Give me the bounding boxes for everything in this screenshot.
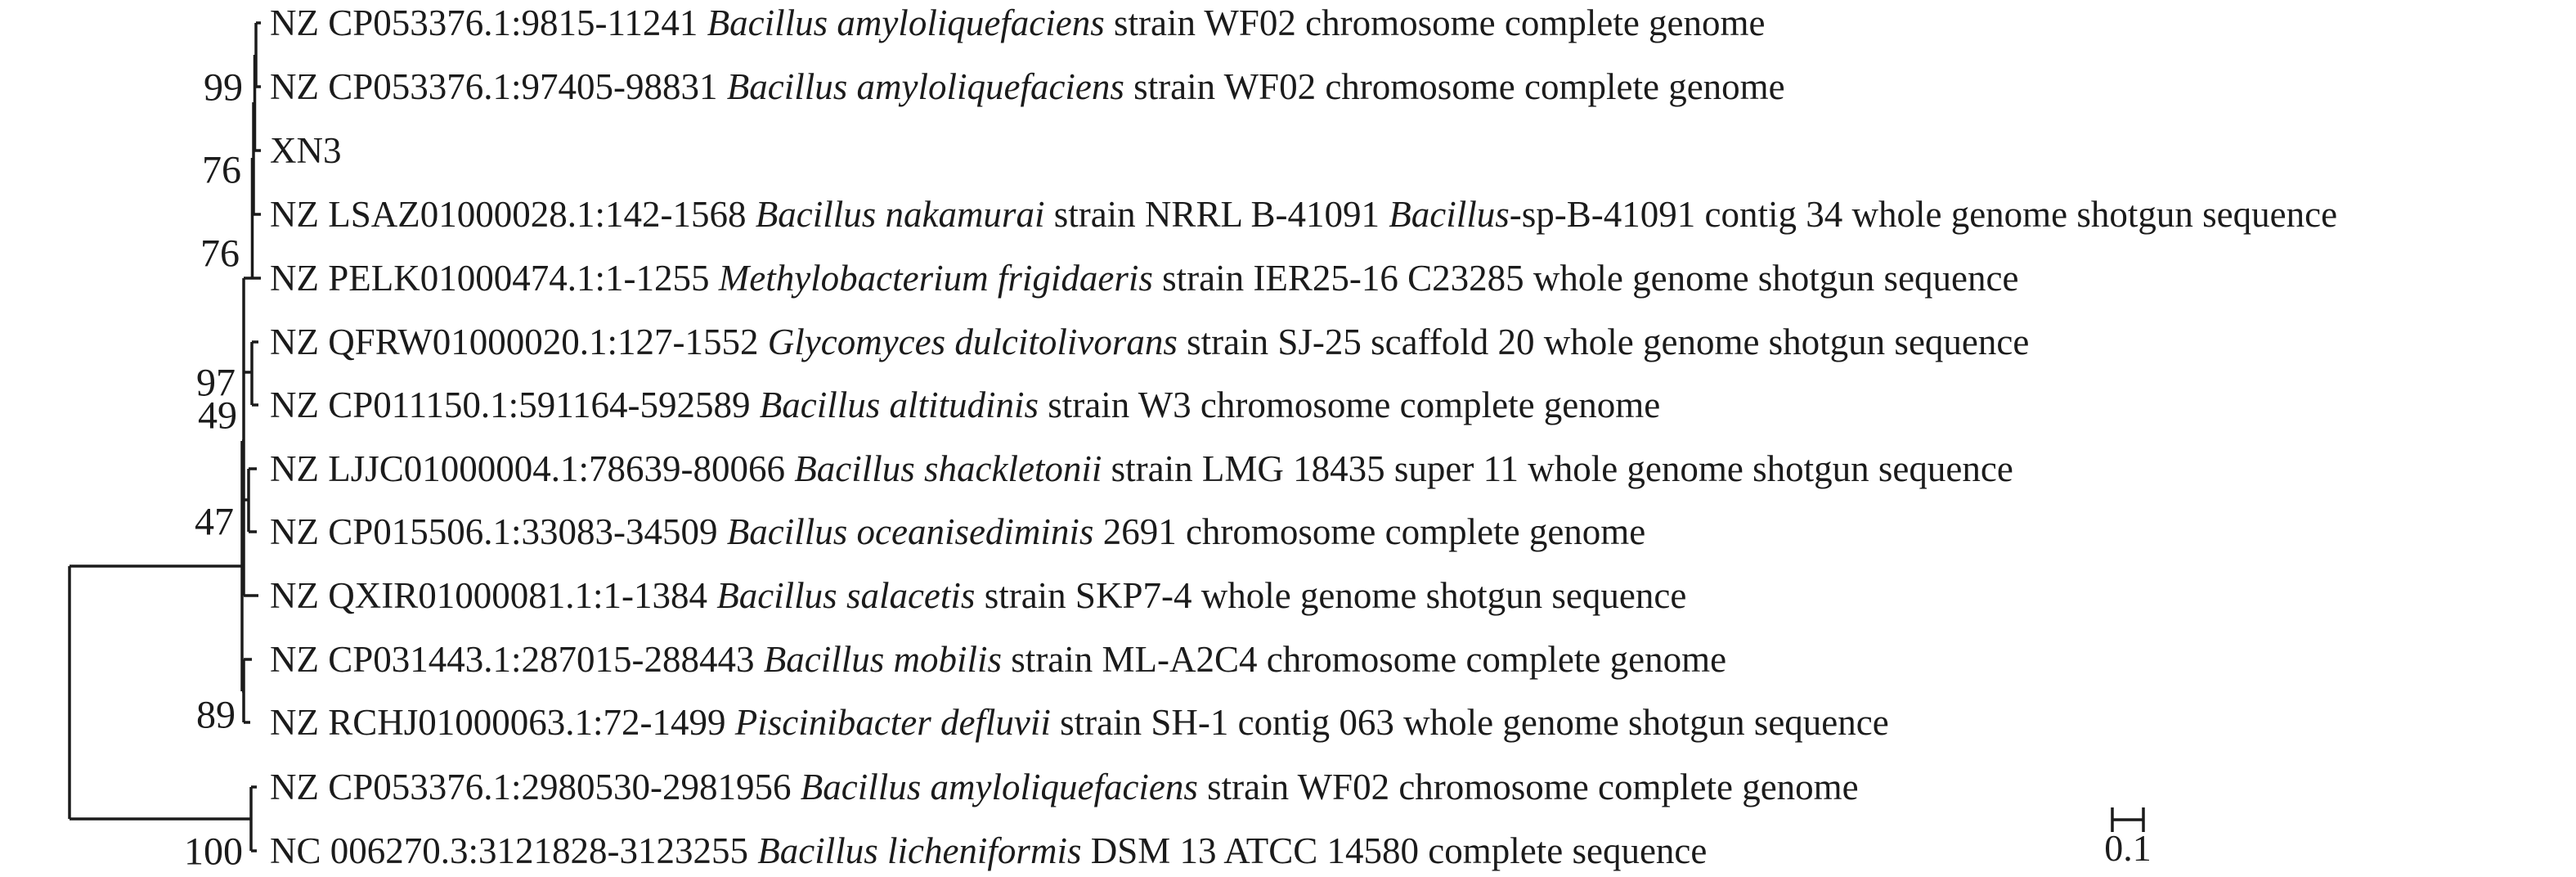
taxon-accession-text: NZ CP031443.1:287015-288443 bbox=[270, 639, 764, 680]
taxon-scientific-name: Bacillus licheniformis bbox=[757, 830, 1082, 871]
taxon-accession-text: NZ LSAZ01000028.1:142-1568 bbox=[270, 194, 756, 235]
bootstrap-value: 76 bbox=[202, 148, 241, 192]
taxon-label bbox=[270, 385, 1660, 425]
taxon-label bbox=[270, 130, 342, 171]
taxon-scientific-name: Bacillus oceanisediminis bbox=[726, 511, 1094, 552]
taxon-label bbox=[270, 767, 1859, 807]
taxon-accession-text: strain IER25-16 C23285 whole genome shotgun sequence bbox=[1152, 258, 2019, 299]
taxon-accession-text: strain SH-1 contig 063 whole genome shotgun sequence bbox=[1050, 702, 1889, 743]
taxon-scientific-name: Bacillus mobilis bbox=[763, 639, 1003, 680]
taxon-accession-text: XN3 bbox=[270, 130, 342, 171]
taxon-scientific-name: Bacillus nakamurai bbox=[755, 194, 1045, 235]
taxon-accession-text: NZ PELK01000474.1:1-1255 bbox=[270, 258, 719, 299]
taxon-accession-text: NZ CP053376.1:97405-98831 bbox=[270, 66, 727, 107]
taxon-label bbox=[270, 448, 2013, 489]
taxon-accession-text: strain NRRL B-41091 bbox=[1044, 194, 1389, 235]
taxon-accession-text: NZ QXIR01000081.1:1-1384 bbox=[270, 575, 717, 616]
bootstrap-value: 49 bbox=[198, 394, 237, 438]
taxon-scientific-name: Bacillus amyloliquefaciens bbox=[707, 2, 1105, 43]
bootstrap-value: 100 bbox=[184, 830, 243, 874]
taxon-label bbox=[270, 830, 1707, 871]
taxon-scientific-name: Bacillus amyloliquefaciens bbox=[800, 767, 1198, 807]
taxon-accession-text: NZ QFRW01000020.1:127-1552 bbox=[270, 322, 768, 362]
taxon-label bbox=[270, 66, 1785, 107]
taxon-label bbox=[270, 639, 1726, 680]
bootstrap-value: 47 bbox=[195, 500, 234, 544]
taxon-accession-text: -sp-B-41091 contig 34 whole genome shotgun sequence bbox=[1509, 194, 2338, 235]
taxon-scientific-name: Bacillus bbox=[1389, 194, 1510, 235]
taxon-accession-text: strain SKP7-4 whole genome shotgun sequence bbox=[975, 575, 1687, 616]
taxon-label bbox=[270, 194, 2337, 235]
taxon-scientific-name: Methylobacterium frigidaeris bbox=[718, 258, 1153, 299]
taxon-label bbox=[270, 511, 1645, 552]
bootstrap-value: 89 bbox=[196, 693, 236, 737]
bootstrap-value: 76 bbox=[200, 232, 240, 276]
taxon-accession-text: NZ CP015506.1:33083-34509 bbox=[270, 511, 727, 552]
taxon-accession-text: NZ LJJC01000004.1:78639-80066 bbox=[270, 448, 795, 489]
scale-bar-label: 0.1 bbox=[2104, 827, 2152, 869]
taxon-accession-text: strain WF02 chromosome complete genome bbox=[1197, 767, 1859, 807]
taxon-scientific-name: Bacillus shackletonii bbox=[794, 448, 1102, 489]
taxon-accession-text: 2691 chromosome complete genome bbox=[1093, 511, 1646, 552]
taxon-scientific-name: Bacillus altitudinis bbox=[759, 385, 1039, 425]
taxon-accession-text: strain ML-A2C4 chromosome complete genome bbox=[1002, 639, 1727, 680]
taxon-accession-text: strain WF02 chromosome complete genome bbox=[1124, 66, 1785, 107]
taxon-accession-text: strain LMG 18435 super 11 whole genome shotgun sequence bbox=[1102, 448, 2013, 489]
taxon-accession-text: NZ CP011150.1:591164-592589 bbox=[270, 385, 760, 425]
taxon-accession-text: NC 006270.3:3121828-3123255 bbox=[270, 830, 758, 871]
bootstrap-value: 99 bbox=[204, 65, 243, 110]
taxon-label bbox=[270, 322, 2029, 362]
taxon-scientific-name: Bacillus salacetis bbox=[716, 575, 976, 616]
taxon-accession-text: strain SJ-25 scaffold 20 whole genome shotgun sequence bbox=[1177, 322, 2030, 362]
taxon-accession-text: NZ CP053376.1:2980530-2981956 bbox=[270, 767, 801, 807]
taxon-scientific-name: Piscinibacter defluvii bbox=[734, 702, 1051, 743]
taxon-accession-text: strain W3 chromosome complete genome bbox=[1039, 385, 1661, 425]
taxon-label bbox=[270, 2, 1766, 43]
taxon-accession-text: strain WF02 chromosome complete genome bbox=[1104, 2, 1766, 43]
taxon-label bbox=[270, 702, 1889, 743]
taxon-scientific-name: Glycomyces dulcitolivorans bbox=[767, 322, 1178, 362]
bootstrap-value: 97 bbox=[196, 361, 236, 405]
taxon-accession-text: NZ RCHJ01000063.1:72-1499 bbox=[270, 702, 735, 743]
taxon-accession-text: NZ CP053376.1:9815-11241 bbox=[270, 2, 707, 43]
taxon-label bbox=[270, 575, 1686, 616]
taxon-label bbox=[270, 258, 2018, 299]
taxon-scientific-name: Bacillus amyloliquefaciens bbox=[726, 66, 1124, 107]
taxon-accession-text: DSM 13 ATCC 14580 complete sequence bbox=[1081, 830, 1708, 871]
